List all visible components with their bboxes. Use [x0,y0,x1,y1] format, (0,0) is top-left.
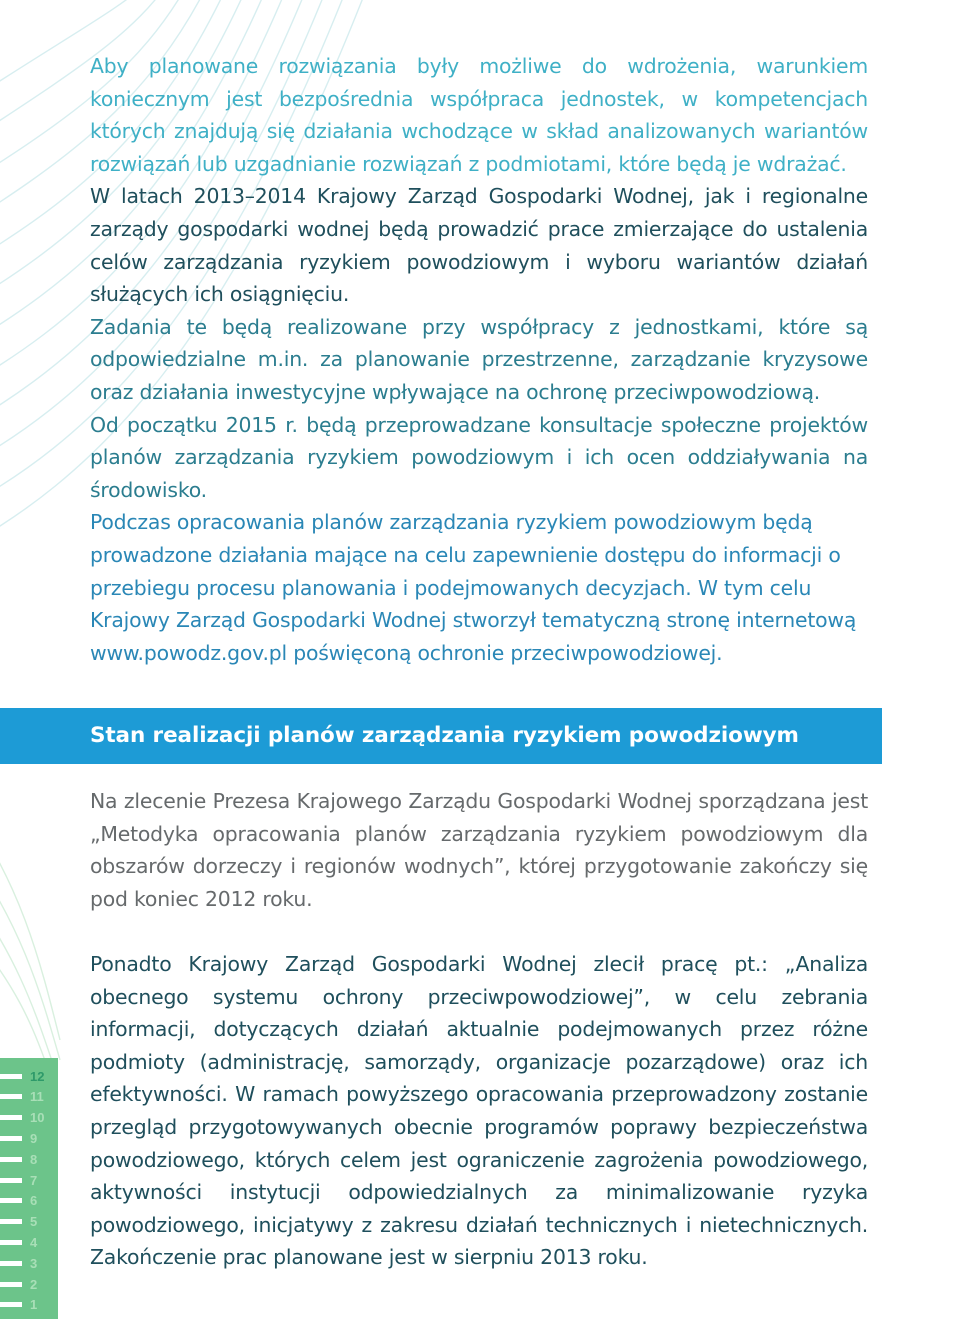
scale-tick [0,1234,52,1250]
scale-tick-bar [0,1157,22,1162]
scale-tick-bar [0,1178,22,1183]
scale-tick-bar [0,1219,22,1224]
scale-tick [0,1130,52,1146]
scale-tick-bar [0,1282,22,1287]
scale-tick [0,1151,52,1167]
scale-tick-bar [0,1074,22,1079]
analysis-text-block [90,948,868,1274]
scale-tick [0,1172,52,1188]
scale-tick-number: 10 [30,1110,45,1126]
scale-tick-bar [0,1094,22,1099]
scale-tick [0,1255,52,1271]
scale-tick [0,1214,52,1230]
scale-tick [0,1068,52,1084]
paragraph-kzgw-2013-2014: W latach 2013–2014 Krajowy Zarząd Gospodarki Wodnej, jak i regionalne zarządy gospodarki wodnej będą prowadzić prace zmierzające do ustalenia celów zarządzania ryzykiem powodziowym i wyboru wariantów działań służących ich osiągnięciu. [90,184,868,307]
scale-tick-number: 6 [30,1193,38,1209]
page-scale-ticks [0,1058,80,1319]
paragraph-cooperation: Zadania te będą realizowane przy współpracy z jednostkami, które są odpowiedzialne m.in. za planowanie przestrzenne, zarządzanie kryzysowe oraz działania inwestycyjne wpływające na ochronę przeciwpowodziową. [90,314,868,404]
scale-tick-bar [0,1261,22,1266]
paragraph-flood-system-analysis: Ponadto Krajowy Zarząd Gospodarki Wodnej zlecił pracę pt.: „Analiza obecnego systemu ochrony przeciwpowodziowej”, w celu zebrania informacji, dotyczących działań aktualnie podejmowanych przez różne podmioty (administrację, samorządy, organizacje pozarządowe) oraz ich efektywności. W ramach powyższego opracowania przeprowadzony zostanie przegląd przygotowywanych obecnie programów poprawy bezpieczeństwa powodziowego, których celem jest ograniczenie zagrożenia powodziowego, aktywności instytucji odpowiedzialnych za minimalizowanie ryzyka powodziowego, inicjatywy z zakresu działań technicznych i nietechnicznych. Zakończenie prac planowane jest w sierpniu 2013 roku. [90,952,868,1270]
methodology-text-block [90,785,868,915]
paragraph-information-access: Podczas opracowania planów zarządzania ryzykiem powodziowym będą prowadzone działania mające na celu zapewnienie dostępu do informacji o przebiegu procesu planowania i podejmowanych decyzjach. W tym celu Krajowy Zarząd Gospodarki Wodnej stworzył tematyczną stronę internetową www.powodz.gov.pl poświęconą ochronie przeciwpowodziowej. [90,510,857,665]
scale-tick-number: 7 [30,1172,38,1188]
section-title: Stan realizacji planów zarządzania ryzykiem powodziowym [90,723,799,748]
section-title-band [0,708,882,764]
paragraph-consultations-2015: Od początku 2015 r. będą przeprowadzane konsultacje społeczne projektów planów zarządzania ryzykiem powodziowym i ich ocen oddziaływania na środowisko. [90,412,868,502]
scale-tick [0,1193,52,1209]
scale-tick-number: 1 [30,1297,38,1313]
scale-tick-number: 5 [30,1214,38,1230]
scale-tick-bar [0,1240,22,1245]
scale-tick-number: 12 [30,1068,45,1084]
scale-tick [0,1089,52,1105]
scale-tick-bar [0,1302,22,1307]
scale-tick [0,1110,52,1126]
scale-tick-bar [0,1198,22,1203]
scale-tick-number: 2 [30,1276,38,1292]
scale-tick-number: 9 [30,1130,38,1146]
scale-tick [0,1276,52,1292]
paragraph-methodology: Na zlecenie Prezesa Krajowego Zarządu Gospodarki Wodnej sporządzana jest „Metodyka opracowania planów zarządzania ryzykiem powodziowym dla obszarów dorzeczy i regionów wodnych”, której przygotowanie zakończy się pod koniec 2012 roku. [90,789,868,911]
paragraph-implementation-condition: Aby planowane rozwiązania były możliwe do wdrożenia, warunkiem koniecznym jest bezpośrednia współpraca jednostek, w kompetencjach których znajdują się działania wchodzące w skład analizowanych wariantów rozwiązań lub uzgadnianie rozwiązań z podmiotami, które będą je wdrażać. [90,54,868,176]
scale-tick [0,1297,52,1313]
scale-tick-number: 3 [30,1255,38,1271]
scale-tick-bar [0,1115,22,1120]
scale-tick-number: 4 [30,1234,38,1250]
scale-tick-bar [0,1136,22,1141]
intro-text-block [90,50,868,669]
scale-tick-number: 8 [30,1151,38,1167]
scale-tick-number: 11 [30,1089,44,1105]
